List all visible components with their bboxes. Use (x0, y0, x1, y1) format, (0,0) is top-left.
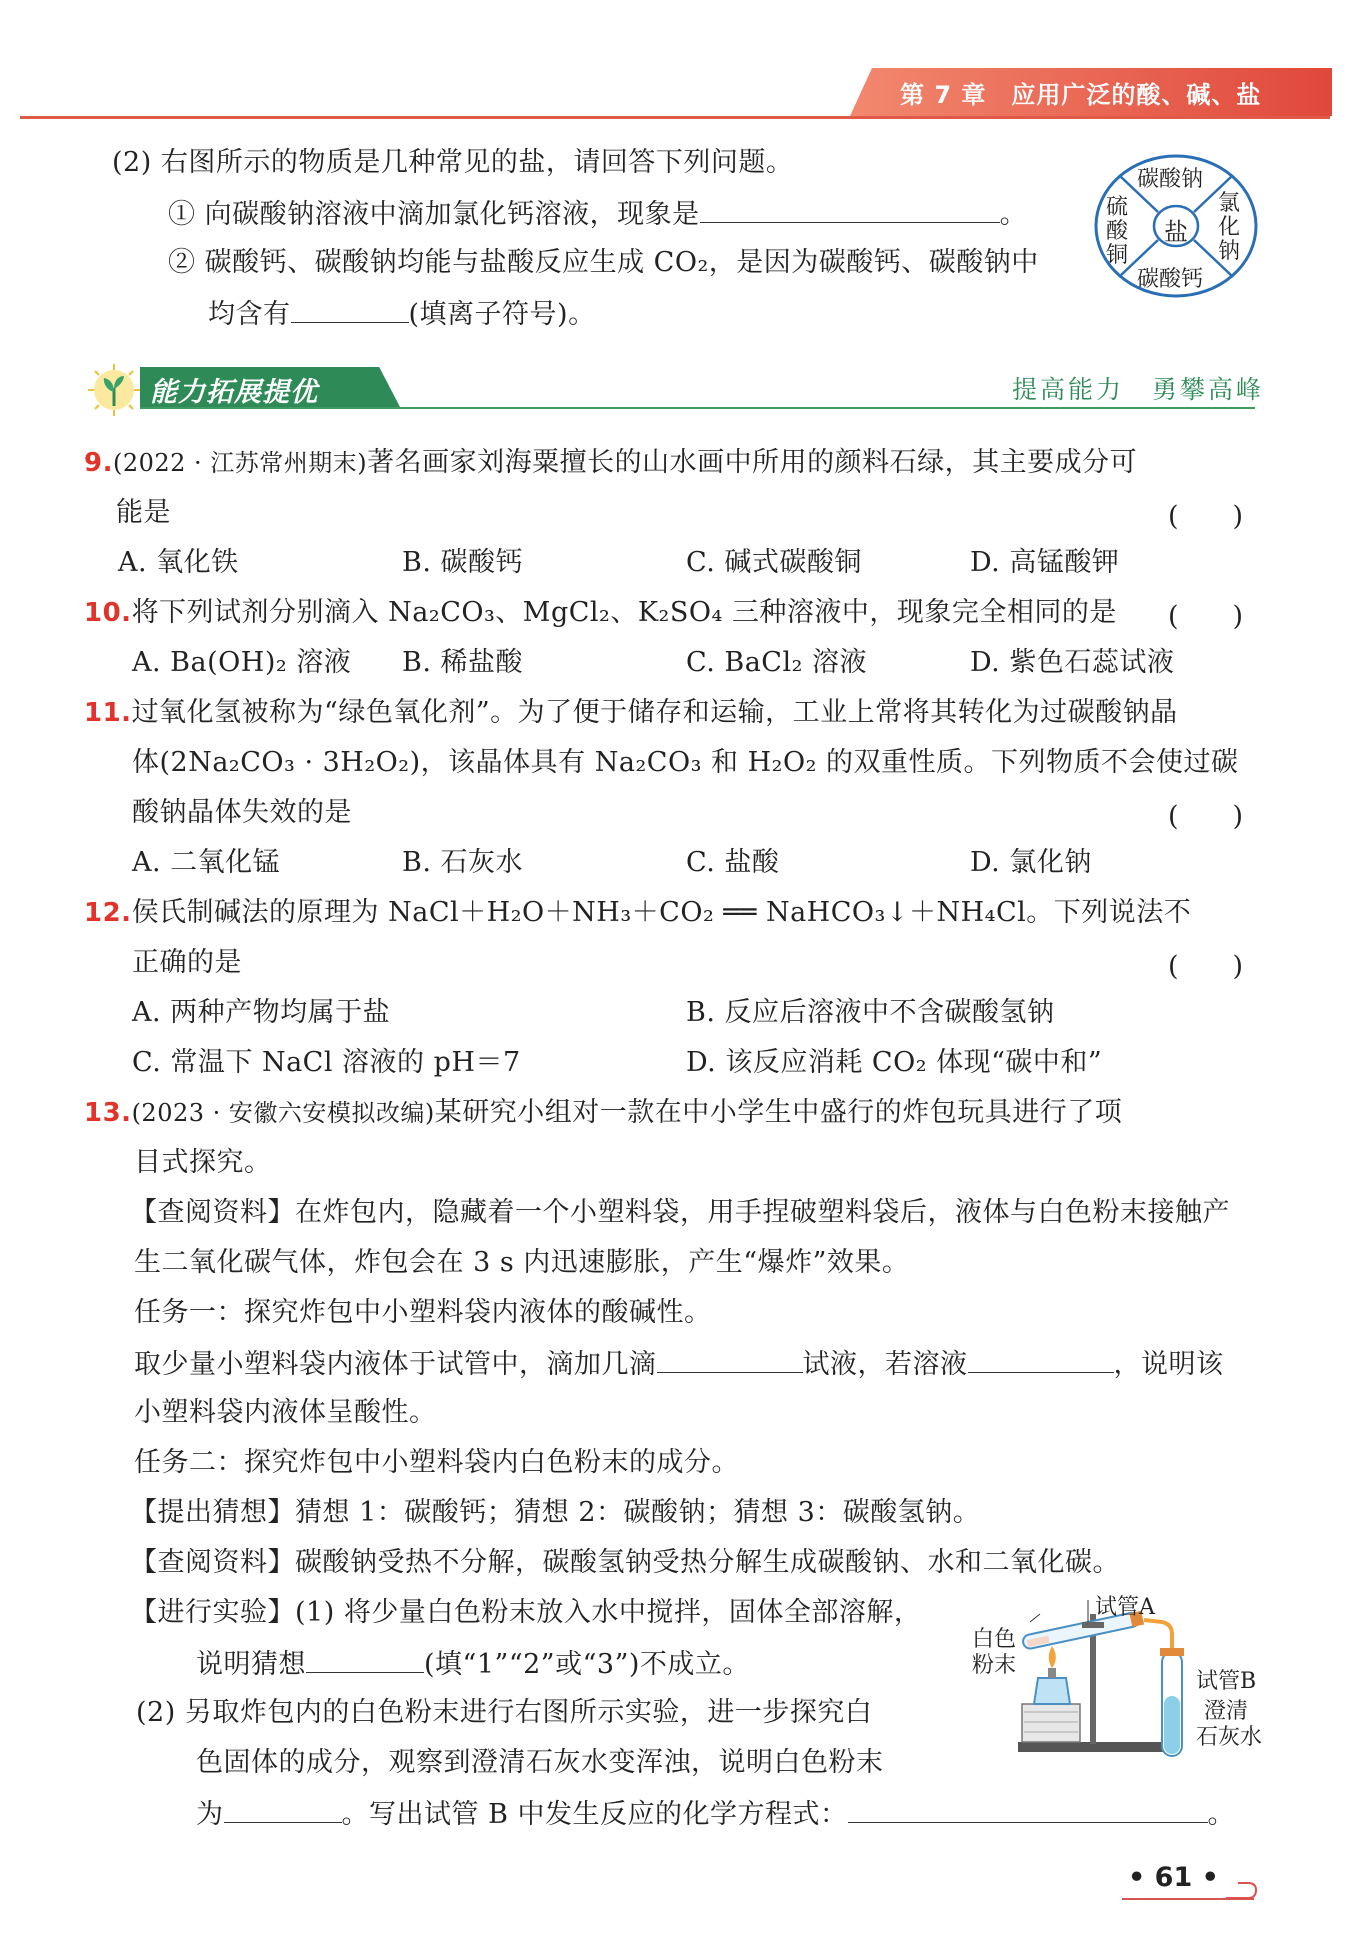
q9-source: (2022 · 江苏常州期末) (112, 449, 368, 477)
q8-item2-c-text: (填离子符号)。 (408, 299, 596, 330)
label-tube-b: 试管B (1196, 1669, 1257, 1694)
question-number: 12. (84, 898, 132, 928)
q13-exp2c-text: 为 (196, 1799, 224, 1830)
q13-exp2e-text: 。 (1207, 1799, 1236, 1830)
q10-line1-text: 将下列试剂分别滴入 Na₂CO₃、MgCl₂、K₂SO₄ 三种溶液中，现象完全相同的是 (131, 597, 1117, 628)
q13-guess: 【提出猜想】猜想 1：碳酸钙；猜想 2：碳酸钠；猜想 3：碳酸氢钠。 (130, 1497, 981, 1528)
label-lime-2: 石灰水 (1196, 1725, 1263, 1750)
q9-option-d: D. 高锰酸钾 (970, 547, 1120, 578)
section-slogan: 提高能力 勇攀高峰 (1012, 375, 1265, 404)
q12-option-c: C. 常温下 NaCl 溶液的 pH＝7 (132, 1047, 521, 1078)
q12-line1 (84, 896, 1191, 930)
q10-option-d: D. 紫色石蕊试液 (970, 647, 1175, 678)
answer-paren[interactable]: ( ) (1168, 601, 1244, 632)
header-rule (20, 116, 1330, 119)
wheel-right-label: 氯化钠 (1218, 191, 1241, 264)
q10-line1 (84, 596, 1117, 630)
q13-t1c: ，说明该 (1113, 1349, 1224, 1380)
q13-line1 (84, 1096, 1122, 1130)
chapter-title: 第 7 章 应用广泛的酸、碱、盐 (900, 81, 1262, 109)
q12-option-b: B. 反应后溶液中不含碳酸氢钠 (686, 997, 1055, 1028)
q13-t1b: 试液，若溶液 (802, 1349, 968, 1380)
label-powder-2: 粉末 (972, 1653, 1017, 1678)
q13-info1-b: 生二氧化碳气体，炸包会在 3 s 内迅速膨胀，产生“爆炸”效果。 (134, 1247, 910, 1278)
q13-t1a: 取少量小塑料袋内液体于试管中，滴加几滴 (134, 1349, 657, 1380)
answer-blank[interactable] (968, 1346, 1114, 1373)
q13-exp1c-text: (填“1”“2”或“3”)不成立。 (424, 1649, 750, 1680)
q8-item2-b (208, 296, 596, 332)
answer-paren[interactable]: ( ) (1168, 501, 1244, 532)
label-tube-a: 试管A (1095, 1595, 1155, 1620)
q8-item1-text: ① 向碳酸钠溶液中滴加氯化钙溶液，现象是 (168, 199, 700, 230)
q8-item1-end: 。 (999, 199, 1028, 230)
q13-task1-line (134, 1346, 1224, 1382)
q11-line2: 体(2Na₂CO₃ · 3H₂O₂)，该晶体具有 Na₂CO₃ 和 H₂O₂ 的双重性质。下列物质不会使过碳 (132, 747, 1239, 778)
q13-exp2-a: (2) 另取炸包内的白色粉末进行右图所示实验，进一步探究白 (136, 1697, 873, 1728)
q11-option-d: D. 氯化钠 (970, 847, 1092, 878)
stand-base (1018, 1742, 1176, 1752)
q9-option-a: A. 氧化铁 (118, 547, 239, 578)
answer-paren[interactable]: ( ) (1168, 801, 1244, 832)
q12-option-d: D. 该反应消耗 CO₂ 体现“碳中和” (686, 1047, 1103, 1078)
wheel-bottom-label: 碳酸钙 (1137, 267, 1204, 292)
answer-blank[interactable] (700, 196, 1000, 223)
question-number: 13. (84, 1098, 132, 1128)
answer-blank[interactable] (848, 1796, 1208, 1823)
wheel-top-label: 碳酸钠 (1137, 167, 1204, 192)
q9-option-c: C. 碱式碳酸铜 (686, 547, 862, 578)
q9-option-b: B. 碳酸钙 (402, 547, 524, 578)
q11-line3: 酸钠晶体失效的是 (132, 797, 352, 828)
wooden-block (1022, 1704, 1080, 1742)
q8-part2-stem: (2) 右图所示的物质是几种常见的盐，请回答下列问题。 (112, 147, 794, 178)
q8-item2-b-text: 均含有 (208, 299, 291, 330)
question-number: 10. (84, 598, 132, 628)
q11-line1-text: 过氧化氢被称为“绿色氧化剂”。为了便于储存和运输，工业上常将其转化为过碳酸钠晶 (131, 697, 1178, 728)
answer-blank[interactable] (306, 1646, 424, 1673)
q9-line1-text: 著名画家刘海粟擅长的山水画中所用的颜料石绿，其主要成分可 (367, 447, 1138, 478)
q12-line1-text: 侯氏制碱法的原理为 NaCl＋H₂O＋NH₃＋CO₂ ══ NaHCO₃↓＋NH₄Cl。下列说法不 (131, 897, 1192, 928)
q13-exp1-a: 【进行实验】(1) 将少量白色粉末放入水中搅拌，固体全部溶解， (130, 1597, 922, 1628)
answer-blank[interactable] (657, 1346, 803, 1373)
q10-option-c: C. BaCl₂ 溶液 (686, 647, 867, 678)
sprout-icon (86, 362, 142, 418)
q8-item1 (168, 196, 1027, 232)
q13-info1-a: 【查阅资料】在炸包内，隐藏着一个小塑料袋，用手捏破塑料袋后，液体与白色粉末接触产 (130, 1197, 1230, 1228)
answer-blank[interactable] (291, 296, 409, 323)
label-powder-1: 白色 (972, 1627, 1017, 1652)
wheel-left-label: 硫酸铜 (1106, 195, 1129, 268)
q13-line2: 目式探究。 (134, 1147, 272, 1178)
flame (1049, 1646, 1056, 1668)
q11-option-b: B. 石灰水 (402, 847, 524, 878)
q11-option-a: A. 二氧化锰 (132, 847, 281, 878)
q13-line1-text: 某研究小组对一款在中小学生中盛行的炸包玩具进行了项 (434, 1097, 1123, 1128)
q11-line1 (84, 696, 1178, 730)
answer-blank[interactable] (224, 1796, 342, 1823)
answer-paren[interactable]: ( ) (1168, 951, 1244, 982)
q13-info2: 【查阅资料】碳酸钠受热不分解，碳酸氢钠受热分解生成碳酸钠、水和二氧化碳。 (130, 1547, 1120, 1578)
q13-exp1-b (196, 1646, 750, 1682)
q13-exp1b-text: 说明猜想 (196, 1649, 306, 1680)
question-number: 11. (84, 698, 132, 728)
q12-option-a: A. 两种产物均属于盐 (132, 997, 391, 1028)
q8-item2-a: ② 碳酸钙、碳酸钠均能与盐酸反应生成 CO₂，是因为碳酸钙、碳酸钠中 (168, 247, 1039, 278)
q12-line2: 正确的是 (132, 947, 242, 978)
wheel-center-label: 盐 (1164, 218, 1188, 246)
q13-exp2-c (196, 1796, 1235, 1832)
q13-exp2-b: 色固体的成分，观察到澄清石灰水变浑浊，说明白色粉末 (196, 1747, 884, 1778)
q13-task1: 任务一：探究炸包中小塑料袋内液体的酸碱性。 (134, 1297, 712, 1328)
q9-line2: 能是 (116, 497, 171, 528)
question-number: 9. (84, 448, 113, 478)
q13-source: (2023 · 安徽六安模拟改编) (131, 1099, 435, 1127)
label-lime-1: 澄清 (1204, 1699, 1249, 1724)
q13-exp2d-text: 。写出试管 B 中发生反应的化学方程式： (341, 1799, 848, 1830)
section-title: 能力拓展提优 (150, 377, 318, 408)
q13-task1-end: 小塑料袋内液体呈酸性。 (134, 1397, 437, 1428)
page-number: • 61 • (1128, 1862, 1219, 1893)
q10-option-a: A. Ba(OH)₂ 溶液 (132, 647, 352, 678)
alcohol-lamp (1034, 1678, 1070, 1704)
q11-option-c: C. 盐酸 (686, 847, 780, 878)
q13-task2: 任务二：探究炸包中小塑料袋内白色粉末的成分。 (134, 1447, 739, 1478)
page-corner-arrow-icon (1224, 1880, 1258, 1902)
q9-line1 (84, 446, 1137, 480)
q10-option-b: B. 稀盐酸 (402, 647, 524, 678)
